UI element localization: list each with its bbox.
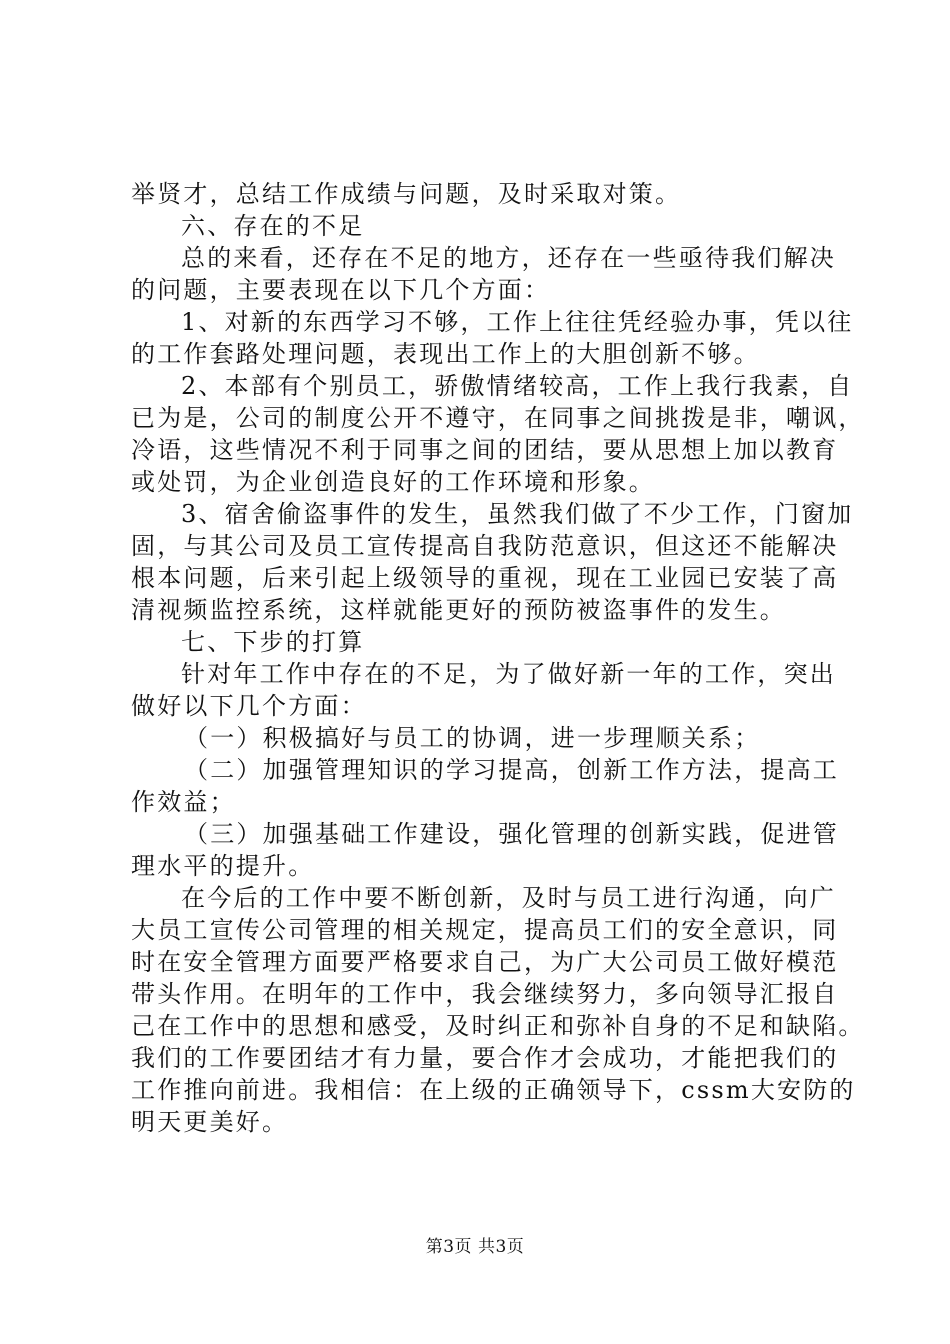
text-line: 工作推向前进。我相信：在上级的正确领导下，cssm大安防的	[131, 1076, 856, 1104]
text-line: （三）加强基础工作建设，强化管理的创新实践，促进管	[184, 820, 839, 848]
section-heading: 六、存在的不足	[181, 212, 365, 240]
text-line: 1、对新的东西学习不够，工作上往往凭经验办事，凭以往	[181, 308, 854, 336]
text-line: 已为是，公司的制度公开不遵守，在同事之间挑拨是非，嘲讽，	[131, 404, 865, 432]
page-footer: 第3页 共3页	[425, 1237, 525, 1257]
text-line: （二）加强管理知识的学习提高，创新工作方法，提高工	[184, 756, 839, 784]
text-line: 大员工宣传公司管理的相关规定，提高员工们的安全意识，同	[131, 916, 839, 944]
text-line: 作效益；	[131, 788, 236, 816]
text-line: 带头作用。在明年的工作中，我会继续努力，多向领导汇报自	[131, 980, 839, 1008]
text-line: 在今后的工作中要不断创新，及时与员工进行沟通，向广	[181, 884, 836, 912]
text-line: 的工作套路处理问题，表现出工作上的大胆创新不够。	[131, 340, 760, 368]
text-line: 总的来看，还存在不足的地方，还存在一些亟待我们解决	[181, 244, 836, 272]
text-line: 针对年工作中存在的不足，为了做好新一年的工作，突出	[181, 660, 836, 688]
text-line: 举贤才，总结工作成绩与问题，及时采取对策。	[131, 180, 682, 208]
text-line: 时在安全管理方面要严格要求自己，为广大公司员工做好模范	[131, 948, 839, 976]
text-line: 的问题，主要表现在以下几个方面：	[131, 276, 551, 304]
text-line: 做好以下几个方面：	[131, 692, 367, 720]
text-line: 2、本部有个别员工，骄傲情绪较高，工作上我行我素，自	[181, 372, 854, 400]
text-line: 固，与其公司及员工宣传提高自我防范意识，但这还不能解决	[131, 532, 839, 560]
text-line: 我们的工作要团结才有力量，要合作才会成功，才能把我们的	[131, 1044, 839, 1072]
text-line: （一）积极搞好与员工的协调，进一步理顺关系；	[184, 724, 761, 752]
text-line: 或处罚，为企业创造良好的工作环境和形象。	[131, 468, 655, 496]
text-line: 冷语，这些情况不利于同事之间的团结，要从思想上加以教育	[131, 436, 839, 464]
text-line: 3、宿舍偷盗事件的发生，虽然我们做了不少工作，门窗加	[181, 500, 854, 528]
text-line: 理水平的提升。	[131, 852, 315, 880]
text-line: 明天更美好。	[131, 1108, 289, 1136]
section-heading: 七、下步的打算	[181, 628, 365, 656]
text-line: 己在工作中的思想和感受，及时纠正和弥补自身的不足和缺陷。	[131, 1012, 865, 1040]
text-line: 根本问题，后来引起上级领导的重视，现在工业园已安装了高	[131, 564, 839, 592]
text-line: 清视频监控系统，这样就能更好的预防被盗事件的发生。	[131, 596, 786, 624]
